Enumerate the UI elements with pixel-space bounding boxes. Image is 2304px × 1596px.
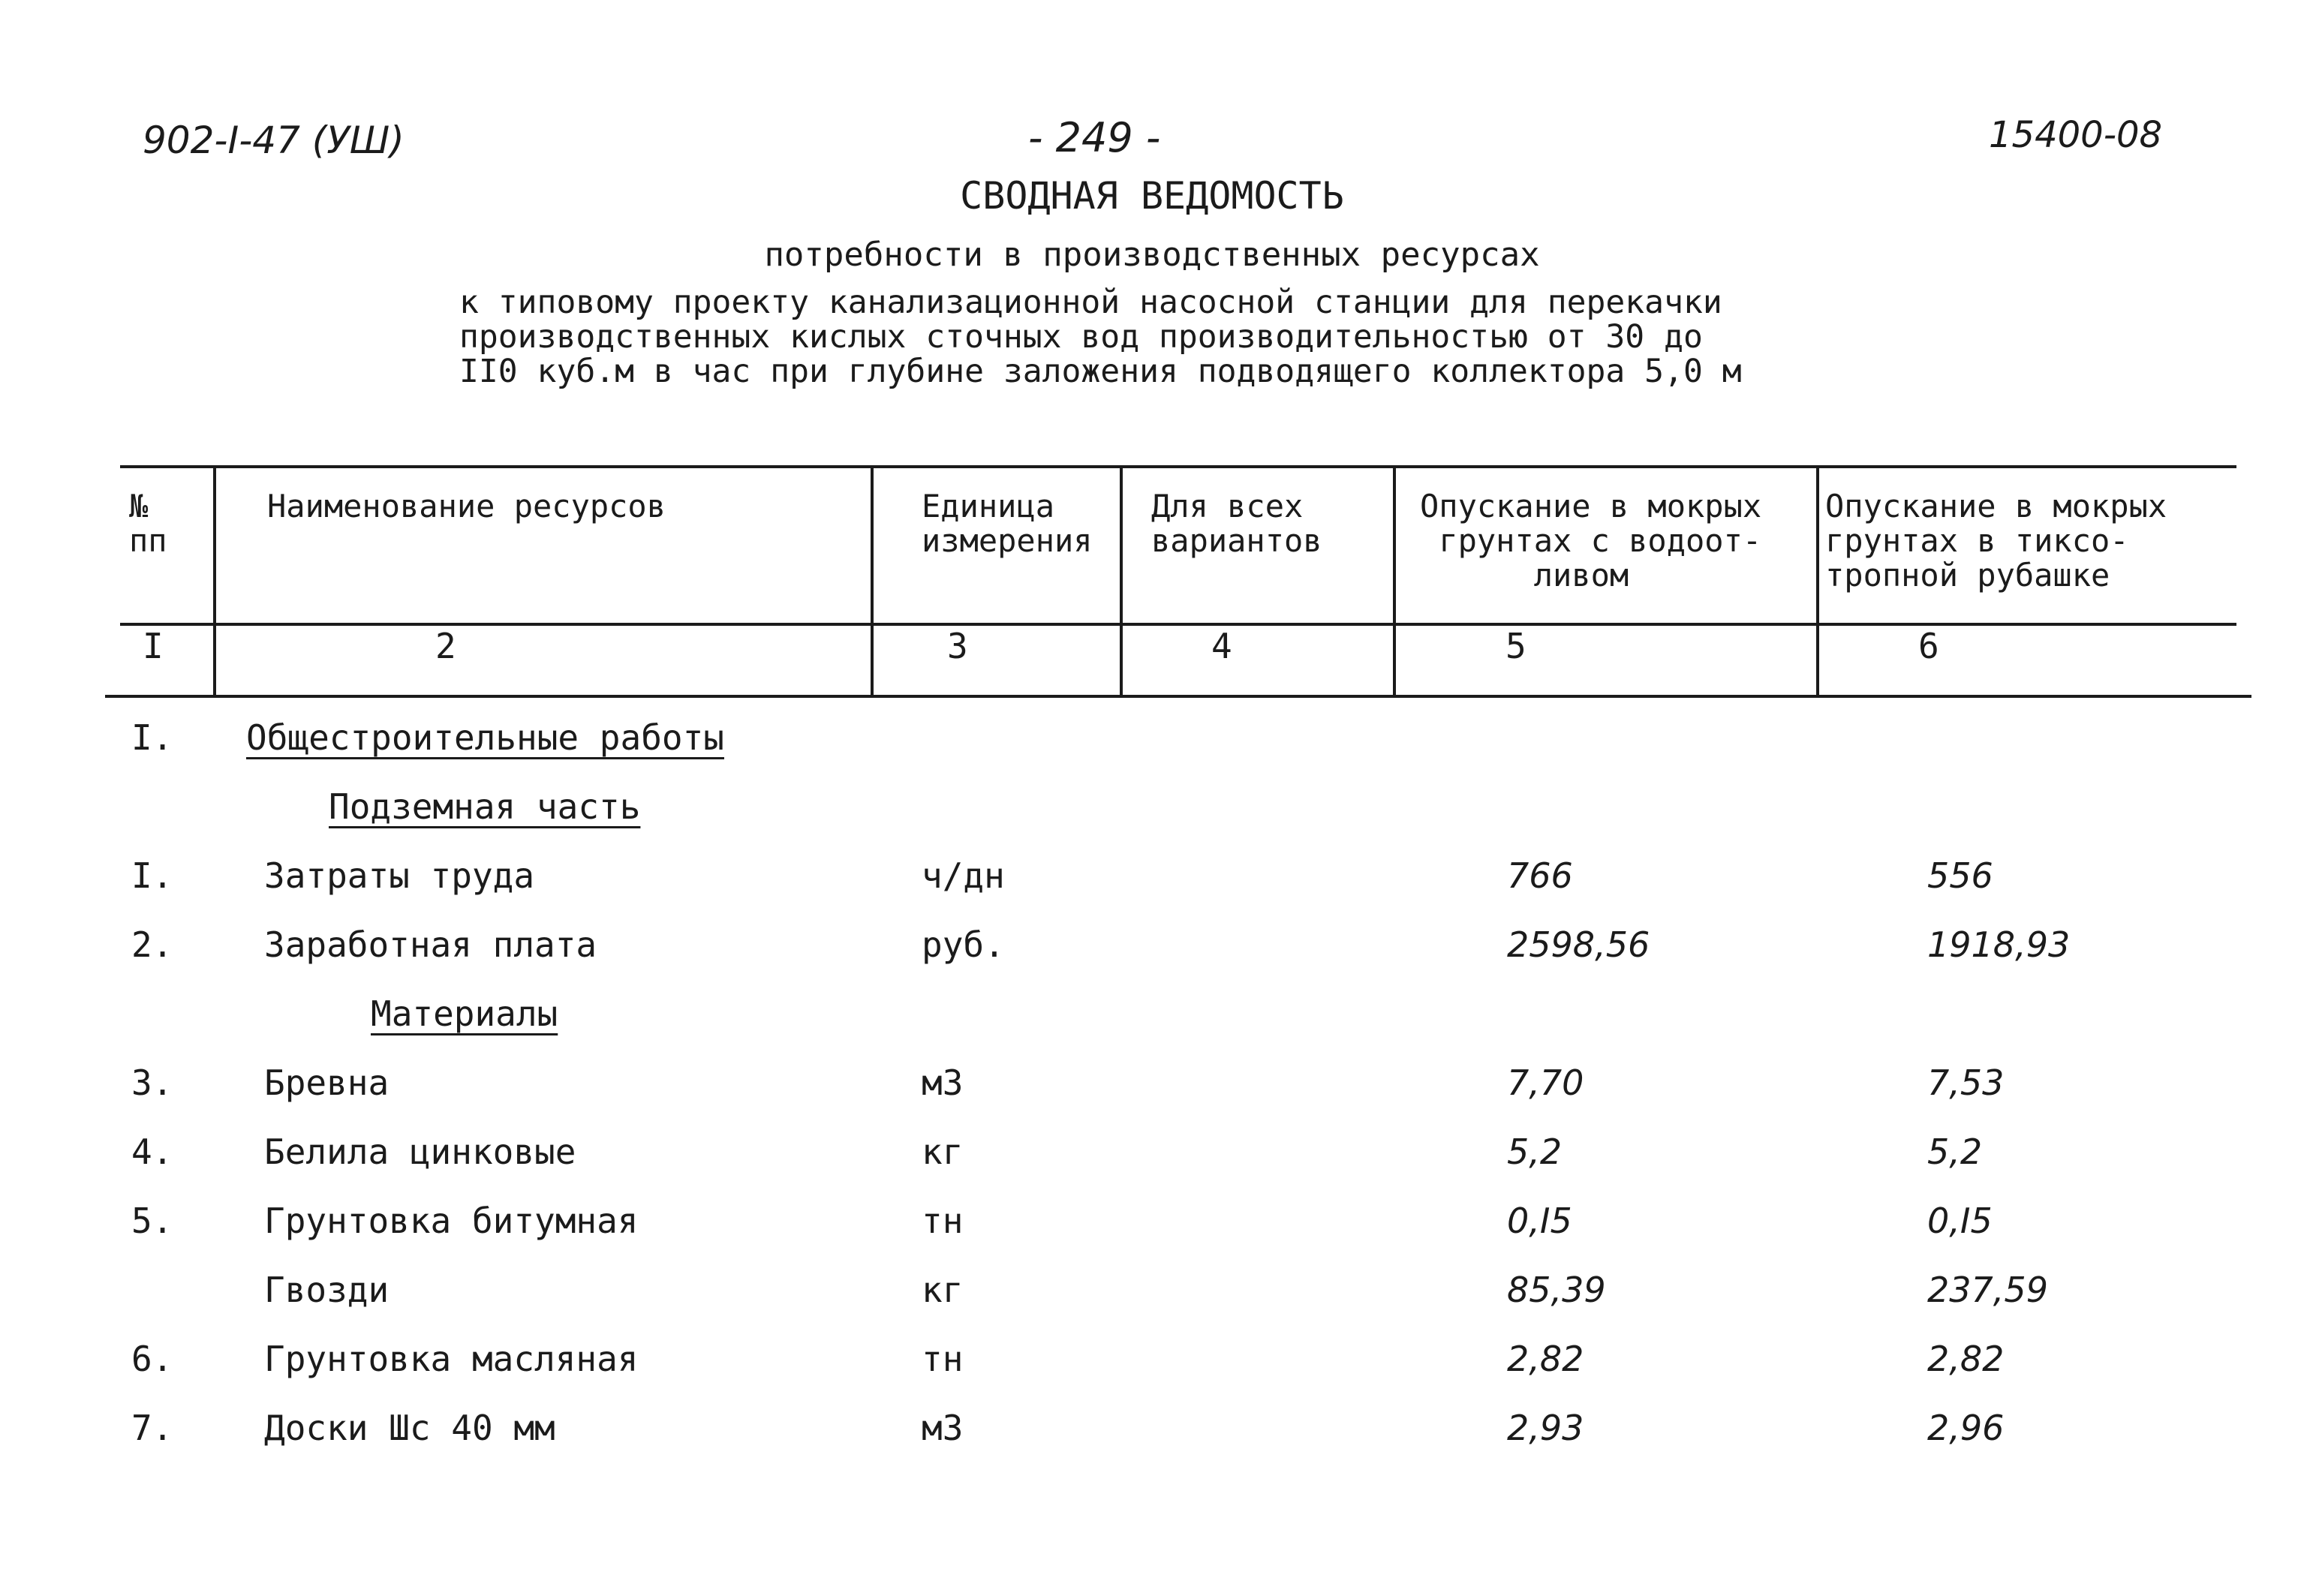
row-index: 3. bbox=[131, 1062, 173, 1103]
subsection-title: Материалы bbox=[371, 993, 558, 1034]
column-divider-5 bbox=[1816, 465, 1819, 695]
table-row bbox=[0, 1339, 2304, 1406]
table-top-rule bbox=[120, 465, 2236, 468]
value-dewatering: 85,39 bbox=[1507, 1270, 1606, 1310]
header-all-variants: Для всех вариантов bbox=[1151, 488, 1322, 559]
table-row bbox=[0, 1062, 2304, 1130]
description-line-3: II0 куб.м в час при глубине заложения подводящего коллектора 5,0 м bbox=[459, 353, 1742, 390]
value-thixotropic: 0,I5 bbox=[1927, 1201, 1993, 1241]
description-line-1: к типовому проекту канализационной насосной станции для перекачки bbox=[459, 284, 1722, 321]
section-row bbox=[0, 717, 2304, 785]
column-number-3: 3 bbox=[947, 626, 968, 666]
document-code: 902-I-47 (УШ) bbox=[143, 119, 405, 162]
row-index: 4. bbox=[131, 1132, 173, 1172]
value-dewatering: 5,2 bbox=[1507, 1132, 1563, 1172]
header-variant-dewatering: Опускание в мокрых грунтах с водоот- ливом bbox=[1420, 488, 1762, 594]
document-title: СВОДНАЯ ВЕДОМОСТЬ bbox=[960, 174, 1344, 218]
unit: тн bbox=[922, 1339, 964, 1379]
header-variant-thixotropic: Опускание в мокрых грунтах в тиксо- тропной рубашке bbox=[1825, 488, 2167, 594]
value-thixotropic: 556 bbox=[1927, 855, 1993, 896]
unit: руб. bbox=[922, 924, 1005, 965]
column-divider-2 bbox=[871, 465, 874, 695]
column-number-4: 4 bbox=[1211, 626, 1232, 666]
header-resource-name: Наименование ресурсов bbox=[267, 488, 666, 524]
description-line-2: производственных кислых сточных вод производительностью от 30 до bbox=[459, 318, 1703, 356]
table-row bbox=[0, 1408, 2304, 1475]
resource-name: Грунтовка масляная bbox=[264, 1339, 639, 1379]
value-thixotropic: 7,53 bbox=[1927, 1062, 2005, 1103]
table-row bbox=[0, 1201, 2304, 1268]
row-index: 5. bbox=[131, 1201, 173, 1241]
table-number-rule bbox=[105, 695, 2251, 698]
row-index: 6. bbox=[131, 1339, 173, 1379]
column-number-2: 2 bbox=[435, 626, 456, 666]
column-number-1: I bbox=[143, 626, 164, 666]
resource-name: Доски Шс 40 мм bbox=[264, 1408, 555, 1448]
value-dewatering: 0,I5 bbox=[1507, 1201, 1572, 1241]
table-row bbox=[0, 1270, 2304, 1337]
subsection-row bbox=[0, 786, 2304, 854]
value-thixotropic: 2,82 bbox=[1927, 1339, 2005, 1379]
value-dewatering: 2,93 bbox=[1507, 1408, 1584, 1448]
reference-code: 15400-08 bbox=[1989, 114, 2163, 156]
column-number-6: 6 bbox=[1918, 626, 1939, 666]
subsection-title: Подземная часть bbox=[329, 786, 641, 827]
table-row bbox=[0, 855, 2304, 923]
row-index: I. bbox=[131, 717, 173, 758]
resource-name: Бревна bbox=[264, 1062, 390, 1103]
header-unit: Единица измерения bbox=[922, 488, 1093, 559]
unit: м3 bbox=[922, 1062, 964, 1103]
value-thixotropic: 237,59 bbox=[1927, 1270, 2048, 1310]
unit: м3 bbox=[922, 1408, 964, 1448]
resource-name: Затраты труда bbox=[264, 855, 535, 896]
column-divider-4 bbox=[1393, 465, 1396, 695]
resource-name: Грунтовка битумная bbox=[264, 1201, 639, 1241]
unit: тн bbox=[922, 1201, 964, 1241]
table-row bbox=[0, 1132, 2304, 1199]
value-thixotropic: 1918,93 bbox=[1927, 924, 2071, 965]
header-number: № пп bbox=[129, 488, 167, 559]
row-index: 7. bbox=[131, 1408, 173, 1448]
table-row bbox=[0, 924, 2304, 992]
resource-name: Гвозди bbox=[264, 1270, 390, 1310]
value-thixotropic: 5,2 bbox=[1927, 1132, 1983, 1172]
value-dewatering: 7,70 bbox=[1507, 1062, 1584, 1103]
value-dewatering: 766 bbox=[1507, 855, 1573, 896]
column-number-5: 5 bbox=[1505, 626, 1526, 666]
page-number: - 249 - bbox=[1028, 114, 1161, 161]
resource-name: Заработная плата bbox=[264, 924, 597, 965]
unit: кг bbox=[922, 1132, 964, 1172]
value-dewatering: 2,82 bbox=[1507, 1339, 1584, 1379]
column-divider-3 bbox=[1120, 465, 1123, 695]
value-dewatering: 2598,56 bbox=[1507, 924, 1650, 965]
document-subtitle: потребности в производственных ресурсах bbox=[764, 236, 1540, 274]
value-thixotropic: 2,96 bbox=[1927, 1408, 2005, 1448]
section-title: Общестроительные работы bbox=[246, 717, 724, 758]
unit: ч/дн bbox=[922, 855, 1005, 896]
row-index: 2. bbox=[131, 924, 173, 965]
unit: кг bbox=[922, 1270, 964, 1310]
column-divider-1 bbox=[213, 465, 216, 695]
resource-name: Белила цинковые bbox=[264, 1132, 576, 1172]
row-index: I. bbox=[131, 855, 173, 896]
subsection-row bbox=[0, 993, 2304, 1061]
